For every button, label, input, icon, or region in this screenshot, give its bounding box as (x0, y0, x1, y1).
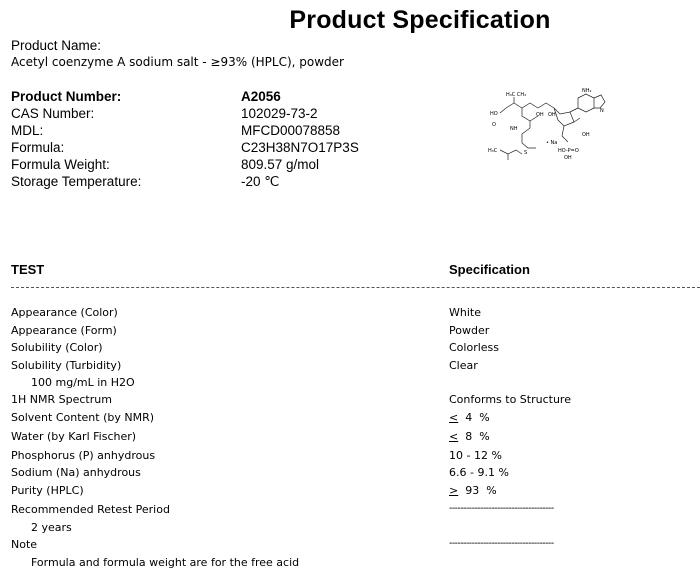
spec-water-content-value: 8 % (458, 430, 490, 443)
structure-label-s: S (524, 150, 528, 156)
spec-solvent-content-symbol: < (449, 411, 459, 424)
spec-purity-symbol: > (449, 484, 459, 497)
test-appearance-color: Appearance (Color) (11, 306, 118, 319)
structure-label-nh2: NH₂ (582, 88, 592, 94)
spec-purity-value: 93 % (458, 484, 497, 497)
structure-label-h3c: H₃C (488, 148, 498, 154)
spec-sodium: 6.6 - 9.1 % (449, 466, 509, 479)
structure-label-oh-sugar: OH (582, 132, 590, 138)
formula-weight-label: Formula Weight: (11, 157, 110, 172)
formula-value: C23H38N7O17P3S (241, 140, 359, 155)
header-divider (11, 287, 700, 288)
test-nmr-spectrum: 1H NMR Spectrum (11, 393, 112, 406)
product-number-value: A2056 (241, 89, 281, 104)
structure-label-o: O (492, 122, 496, 128)
chemical-structure-image (488, 88, 613, 178)
test-purity-hplc: Purity (HPLC) (11, 484, 84, 497)
storage-temperature-label: Storage Temperature: (11, 174, 142, 189)
structure-label-nh: NH (510, 126, 518, 132)
test-water-content: Water (by Karl Fischer) (11, 430, 137, 443)
structure-label-na: • Na (546, 140, 558, 146)
test-retest-period-value: 2 years (31, 521, 72, 534)
spec-purity-hplc (449, 484, 497, 497)
product-name-value: Acetyl coenzyme A sodium salt - ≥93% (HPLC), powder (11, 55, 344, 69)
structure-label-oh-1: OH (536, 112, 544, 118)
structure-label-oh-2: OH (548, 112, 556, 118)
structure-label-ho-p: HO-P=O (558, 148, 579, 154)
cas-number-label: CAS Number: (11, 106, 95, 121)
spec-water-content (449, 430, 490, 443)
structure-label-h3c-ch3: H₃C CH₃ (506, 92, 527, 98)
spec-nmr-spectrum: Conforms to Structure (449, 393, 571, 406)
product-number-label: Product Number: (11, 89, 122, 104)
structure-label-oh-3: OH (564, 155, 572, 161)
test-retest-period: Recommended Retest Period (11, 503, 170, 516)
spec-water-content-symbol: < (449, 430, 459, 443)
formula-label: Formula: (11, 140, 65, 155)
test-solubility-turbidity: Solubility (Turbidity) (11, 359, 122, 372)
test-phosphorus: Phosphorus (P) anhydrous (11, 449, 156, 462)
formula-weight-value: 809.57 g/mol (241, 157, 320, 172)
structure-label-n: N (600, 108, 604, 114)
test-solvent-content: Solvent Content (by NMR) (11, 411, 155, 424)
specification-column-header: Specification (449, 262, 530, 277)
test-sodium: Sodium (Na) anhydrous (11, 466, 141, 479)
test-solubility-condition: 100 mg/mL in H2O (31, 376, 135, 389)
spec-appearance-color: White (449, 306, 481, 319)
spec-solubility-color: Colorless (449, 341, 500, 354)
mdl-label: MDL: (11, 123, 44, 138)
mdl-value: MFCD00078858 (241, 123, 341, 138)
test-appearance-form: Appearance (Form) (11, 324, 117, 337)
spec-solubility-turbidity: Clear (449, 359, 478, 372)
test-note: Note (11, 538, 38, 551)
spec-solvent-content (449, 411, 490, 424)
spec-appearance-form: Powder (449, 324, 490, 337)
storage-temperature-value: -20 ℃ (241, 174, 280, 189)
test-solubility-color: Solubility (Color) (11, 341, 103, 354)
cas-number-value: 102029-73-2 (241, 106, 318, 121)
spec-phosphorus: 10 - 12 % (449, 449, 502, 462)
test-column-header: TEST (11, 262, 45, 277)
spec-note-dashes: ------------------------------------- (449, 538, 554, 549)
page-title: Product Specification (289, 6, 551, 34)
product-name-label: Product Name: (11, 38, 102, 53)
spec-retest-period-dashes: ------------------------------------- (449, 503, 554, 514)
structure-label-ho: HO (490, 111, 498, 117)
test-note-text: Formula and formula weight are for the free acid (31, 556, 300, 569)
spec-solvent-content-value: 4 % (458, 411, 490, 424)
